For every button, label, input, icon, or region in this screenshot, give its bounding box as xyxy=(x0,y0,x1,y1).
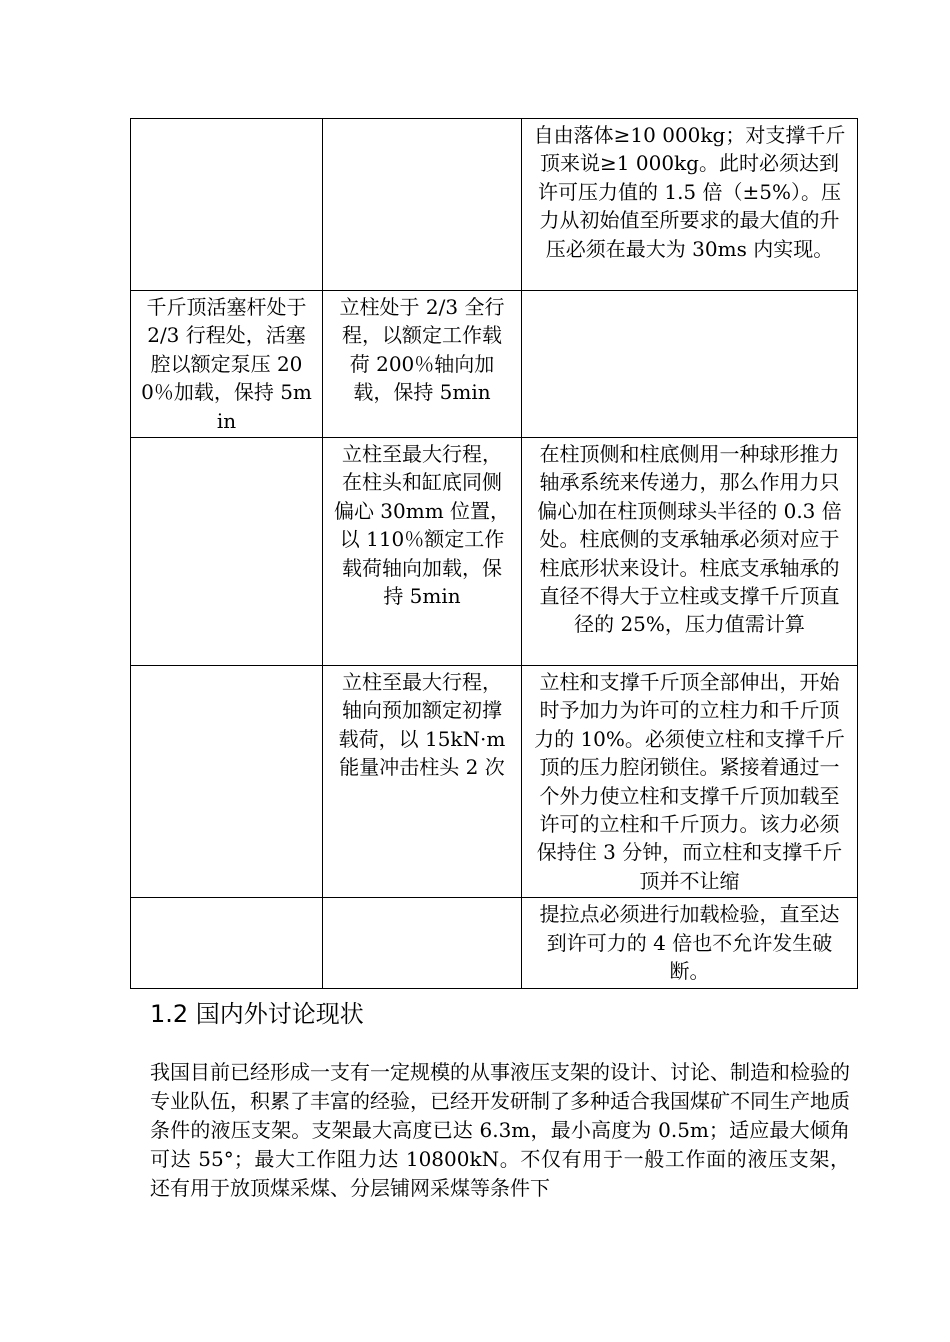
table-row xyxy=(131,666,858,898)
table-row xyxy=(131,898,858,988)
table-cell: 立柱和支撑千斤顶全部伸出，开始时予加力为许可的立柱力和千斤顶力的 10%。必须使立柱和支撑千斤顶的压力腔闭锁住。紧接着通过一个外力使立柱和支撑千斤顶加载至许可的立柱和千斤顶力。该力必须保持住 3 分钟，而立柱和支撑千斤顶并不让缩 xyxy=(522,666,858,898)
table-cell: 在柱顶侧和柱底侧用一种球形推力轴承系统来传递力，那么作用力只偏心加在柱顶侧球头半径的 0.3 倍处。柱底侧的支承轴承必须对应于柱底形状来设计。柱底支承轴承的直径不得大于立柱或支撑千斤顶直径的 25%，压力值需计算 xyxy=(522,438,858,666)
table-cell xyxy=(522,291,858,438)
table-cell xyxy=(131,119,323,291)
table-cell: 立柱处于 2/3 全行程，以额定工作载荷 200％轴向加载，保持 5min xyxy=(323,291,522,438)
section-heading: 1.2 国内外讨论现状 xyxy=(150,1000,364,1028)
table-row xyxy=(131,438,858,666)
table-cell: 千斤顶活塞杆处于 2/3 行程处，活塞腔以额定泵压 200％加载，保持 5min xyxy=(131,291,323,438)
body-paragraph: 我国目前已经形成一支有一定规模的从事液压支架的设计、讨论、制造和检验的专业队伍，积累了丰富的经验，已经开发研制了多种适合我国煤矿不同生产地质条件的液压支架。支架最大高度已达 6.3m，最小高度为 0.5m；适应最大倾角可达 55°；最大工作阻力达 10800kN。不仅有用于一般工作面的液压支架，还有用于放顶煤采煤、分层铺网采煤等条件下 xyxy=(150,1060,850,1200)
table-row xyxy=(131,291,858,438)
table-cell xyxy=(131,438,323,666)
table-cell: 立柱至最大行程，在柱头和缸底同侧偏心 30mm 位置，以 110％额定工作载荷轴向加载，保持 5min xyxy=(323,438,522,666)
table-cell xyxy=(131,898,323,988)
table-cell: 自由落体≥10 000kg；对支撑千斤顶来说≥1 000kg。此时必须达到许可压力值的 1.5 倍（±5%）。压力从初始值至所要求的最大值的升压必须在最大为 30ms 内实现。 xyxy=(522,119,858,291)
table-row xyxy=(131,119,858,291)
table-cell: 提拉点必须进行加载检验，直至达到许可力的 4 倍也不允许发生破断。 xyxy=(522,898,858,988)
table-cell xyxy=(131,666,323,898)
table-cell: 立柱至最大行程，轴向预加额定初撑载荷，以 15kN·m 能量冲击柱头 2 次 xyxy=(323,666,522,898)
table-cell xyxy=(323,898,522,988)
test-spec-table xyxy=(130,118,858,989)
table-cell xyxy=(323,119,522,291)
